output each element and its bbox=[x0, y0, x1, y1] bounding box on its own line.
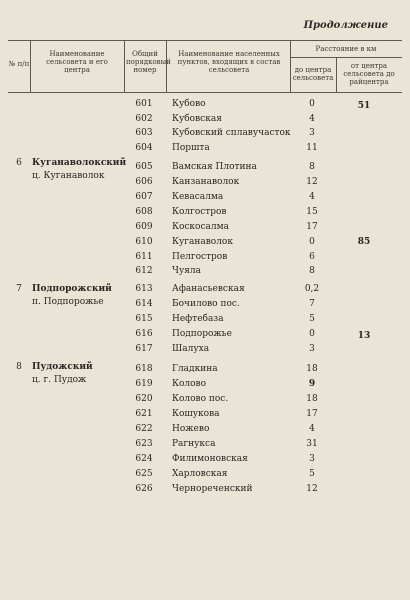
row-place: Кошукова bbox=[172, 409, 220, 419]
row-place: Харловская bbox=[172, 469, 228, 479]
row-index: 612 bbox=[135, 266, 153, 276]
row-place: Нефтебаза bbox=[172, 314, 224, 324]
row-distance: 8 bbox=[309, 266, 315, 276]
row-distance: 5 bbox=[309, 469, 315, 479]
row-place: Кубово bbox=[172, 99, 206, 109]
row-place: Колово пос. bbox=[172, 394, 229, 404]
row-index: 620 bbox=[135, 394, 153, 404]
council-center: ц. г. Пудож bbox=[32, 375, 87, 385]
row-index: 607 bbox=[135, 192, 153, 202]
row-place: Афанасьевская bbox=[172, 284, 245, 294]
row-distance: 18 bbox=[306, 364, 318, 374]
row-index: 604 bbox=[135, 143, 153, 153]
council-name: Пудожский bbox=[32, 362, 93, 372]
row-index: 606 bbox=[135, 177, 153, 187]
row-index: 622 bbox=[135, 424, 153, 434]
row-index: 615 bbox=[135, 314, 153, 324]
distance-subheader-rule bbox=[290, 57, 402, 58]
council-name: Куганаволокский bbox=[32, 158, 127, 168]
row-distance: 15 bbox=[306, 207, 318, 217]
row-index: 618 bbox=[135, 364, 153, 374]
row-distance: 4 bbox=[309, 192, 315, 202]
row-place: Колгостров bbox=[172, 207, 227, 217]
row-index: 603 bbox=[135, 128, 153, 138]
continuation-label: Продолжение bbox=[303, 20, 388, 31]
row-place: Кубовская bbox=[172, 114, 222, 124]
row-distance: 0,2 bbox=[304, 284, 320, 294]
row-index: 614 bbox=[135, 299, 153, 309]
row-distance: 11 bbox=[306, 143, 318, 153]
row-distance: 0 bbox=[309, 237, 315, 247]
row-place: Коскосалма bbox=[172, 222, 229, 232]
row-place: Бочилово пос. bbox=[172, 299, 240, 309]
council-name: Подпорожский bbox=[32, 284, 112, 294]
row-index: 616 bbox=[135, 329, 153, 339]
header-dist-district: от центра сельсовета до райцентра bbox=[343, 62, 395, 86]
table-header-bottom-rule bbox=[8, 92, 402, 93]
row-index: 602 bbox=[135, 114, 153, 124]
row-place: Кевасалма bbox=[172, 192, 224, 202]
row-distance: 5 bbox=[309, 314, 315, 324]
row-index: 613 bbox=[135, 284, 153, 294]
header-divider-5 bbox=[336, 57, 337, 92]
council-number: 8 bbox=[16, 362, 22, 372]
table-top-rule bbox=[8, 40, 402, 41]
row-place: Филимоновская bbox=[172, 454, 248, 464]
row-distance: 18 bbox=[306, 394, 318, 404]
row-distance: 4 bbox=[309, 114, 315, 124]
row-index: 617 bbox=[135, 344, 153, 354]
row-distance: 12 bbox=[306, 484, 318, 494]
row-place: Гладкина bbox=[172, 364, 218, 374]
district-distance-2: 85 bbox=[357, 237, 371, 247]
council-number: 6 bbox=[16, 158, 22, 168]
row-index: 610 bbox=[135, 237, 153, 247]
header-council: Наименование сельсовета и его центра bbox=[46, 50, 108, 74]
row-index: 609 bbox=[135, 222, 153, 232]
header-dist-center: до центра сельсовета bbox=[292, 66, 334, 82]
row-place: Пелгостров bbox=[172, 252, 228, 262]
row-index: 601 bbox=[135, 99, 153, 109]
row-distance: 0 bbox=[309, 99, 315, 109]
row-place: Подпорожье bbox=[172, 329, 232, 339]
row-place: Чернореченский bbox=[172, 484, 253, 494]
council-center: ц. Куганаволок bbox=[32, 171, 105, 181]
row-index: 608 bbox=[135, 207, 153, 217]
row-place: Вамская Плотина bbox=[172, 162, 257, 172]
header-divider-1 bbox=[30, 40, 31, 92]
header-places: Наименование населенных пунктов, входящих в состав сельсовета bbox=[177, 50, 281, 74]
row-distance: 7 bbox=[309, 299, 315, 309]
row-distance: 6 bbox=[309, 252, 315, 262]
row-distance: 0 bbox=[309, 329, 315, 339]
header-no: № п/п bbox=[8, 60, 30, 68]
row-place: Чуяла bbox=[172, 266, 202, 276]
header-divider-4 bbox=[290, 40, 291, 92]
header-divider-3 bbox=[166, 40, 167, 92]
row-distance: 3 bbox=[309, 454, 315, 464]
row-index: 605 bbox=[135, 162, 153, 172]
row-index: 623 bbox=[135, 439, 153, 449]
row-distance: 3 bbox=[309, 128, 315, 138]
row-index: 626 bbox=[135, 484, 153, 494]
row-index: 624 bbox=[135, 454, 153, 464]
district-distance-1: 51 bbox=[357, 101, 371, 111]
row-distance: 4 bbox=[309, 424, 315, 434]
row-index: 611 bbox=[135, 252, 153, 262]
row-distance: 9 bbox=[308, 379, 316, 389]
row-place: Рагнукса bbox=[172, 439, 216, 449]
row-distance: 12 bbox=[306, 177, 318, 187]
row-place: Канзанаволок bbox=[172, 177, 240, 187]
council-number: 7 bbox=[16, 284, 22, 294]
row-place: Кубовский сплавучасток bbox=[172, 128, 291, 138]
row-index: 625 bbox=[135, 469, 153, 479]
district-distance-3: 13 bbox=[357, 331, 371, 341]
header-divider-2 bbox=[124, 40, 125, 92]
header-distance: Расстояние в км bbox=[315, 45, 377, 53]
row-place: Колово bbox=[172, 379, 207, 389]
row-distance: 8 bbox=[309, 162, 315, 172]
row-place: Поршта bbox=[172, 143, 210, 153]
row-place: Куганаволок bbox=[172, 237, 233, 247]
header-index: Общий порядковый номер bbox=[126, 50, 171, 74]
row-distance: 17 bbox=[306, 409, 318, 419]
row-distance: 17 bbox=[306, 222, 318, 232]
council-center: п. Подпорожье bbox=[32, 297, 104, 307]
row-place: Шалуха bbox=[172, 344, 210, 354]
row-distance: 3 bbox=[309, 344, 315, 354]
row-distance: 31 bbox=[306, 439, 318, 449]
row-index: 619 bbox=[135, 379, 153, 389]
row-place: Ножево bbox=[172, 424, 210, 434]
row-index: 621 bbox=[135, 409, 153, 419]
